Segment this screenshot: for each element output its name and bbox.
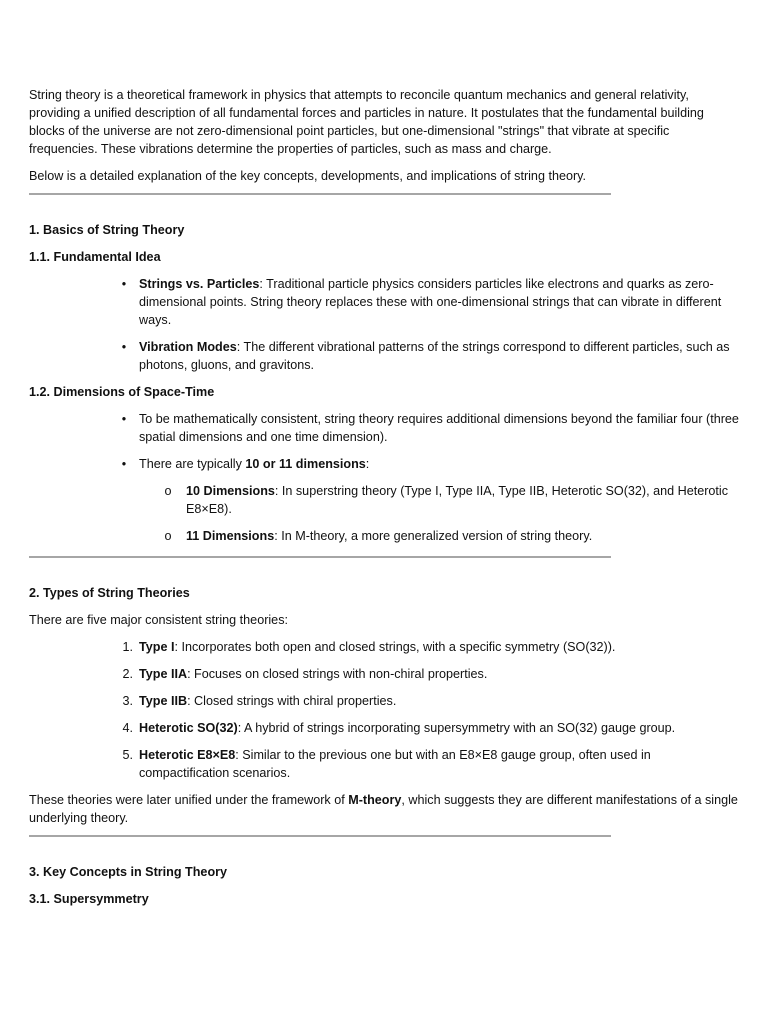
list-item-text: : Closed strings with chiral properties. [187, 694, 397, 708]
document-body [29, 86, 741, 917]
bullet-marker: • [121, 277, 127, 291]
list-item-term: Type IIA [139, 667, 188, 681]
list-item-term: Strings vs. Particles [139, 277, 260, 291]
list-item-text-prefix: There are typically [139, 457, 246, 471]
dimensions-list [29, 410, 741, 545]
outro-text-suffix: , which suggests they are different manifestations of a single underlying theory. [29, 793, 738, 825]
outro-text-prefix: These theories were later unified under the framework of [29, 793, 349, 807]
horizontal-rule [29, 835, 611, 837]
subsection-1-2-heading: 1.2. Dimensions of Space-Time [29, 385, 215, 399]
fundamental-idea-list [29, 275, 741, 374]
nested-list-item [164, 482, 741, 518]
list-item [121, 410, 741, 446]
outro-term: M-theory [348, 793, 402, 807]
list-item-term: Type IIB [139, 694, 188, 708]
list-item-text: : A hybrid of strings incorporating supersymmetry with an SO(32) gauge group. [237, 721, 676, 735]
list-item [121, 338, 741, 374]
numbered-list-item [122, 638, 741, 656]
nested-item-term: 11 Dimensions [186, 529, 275, 543]
list-number: 3. [122, 694, 133, 708]
horizontal-rule [29, 556, 611, 558]
nested-item-text: : In superstring theory (Type I, Type IIA, Type IIB, Heterotic SO(32), and Heterotic E8×E8). [186, 484, 729, 516]
numbered-list-item [122, 746, 741, 782]
list-item-text-suffix: : [365, 457, 370, 471]
list-item [121, 275, 741, 329]
subsection-3-1-heading: 3.1. Supersymmetry [29, 892, 149, 906]
section-2-heading: 2. Types of String Theories [29, 586, 190, 600]
list-item-term: Heterotic SO(32) [139, 721, 238, 735]
bullet-marker: • [121, 340, 127, 354]
section-2-outro [29, 791, 741, 827]
section-3-heading: 3. Key Concepts in String Theory [29, 865, 228, 879]
nested-list-item [164, 527, 741, 545]
list-item-term: Heterotic E8×E8 [139, 748, 236, 762]
list-item-text: : Traditional particle physics considers particles like electrons and quarks as zero-dimensional points. String theory replaces these with one-dimensional strings that can vibrate in different ways. [139, 277, 722, 327]
list-item-text: : Incorporates both open and closed strings, with a specific symmetry (SO(32)). [174, 640, 616, 654]
list-number: 2. [122, 667, 133, 681]
list-number: 5. [122, 748, 133, 762]
section-1-heading: 1. Basics of String Theory [29, 223, 185, 237]
numbered-list-item [122, 692, 741, 710]
subsection-1-1-heading: 1.1. Fundamental Idea [29, 250, 161, 264]
list-number: 4. [122, 721, 133, 735]
bullet-marker: • [121, 412, 127, 426]
list-item-text: : The different vibrational patterns of the strings correspond to different particles, such as photons, gluons, and gravitons. [139, 340, 730, 372]
nested-item-text: : In M-theory, a more generalized version of string theory. [274, 529, 593, 543]
list-item-text: : Focuses on closed strings with non-chiral properties. [187, 667, 488, 681]
section-2-intro: There are five major consistent string theories: [29, 613, 288, 627]
list-item-text: : Similar to the previous one but with an E8×E8 gauge group, often used in compactification scenarios. [139, 748, 651, 780]
intro-paragraph: String theory is a theoretical framework in physics that attempts to reconcile quantum mechanics and general relativity, providing a unified description of all fundamental forces and particles in nature. It postulates that the fundamental building blocks of the universe are not zero-dimensional point particles, but one-dimensional "strings" that vibrate at specific frequencies. These vibrations determine the properties of particles, such as mass and charge. [29, 88, 704, 156]
intro-paragraph-2: Below is a detailed explanation of the key concepts, developments, and implications of string theory. [29, 169, 587, 183]
list-number: 1. [122, 640, 133, 654]
list-item-term: Type I [139, 640, 175, 654]
list-item-term: Vibration Modes [139, 340, 237, 354]
string-theories-list [29, 638, 741, 782]
list-item-text: To be mathematically consistent, string theory requires additional dimensions beyond the familiar four (three spatial dimensions and one time dimension). [139, 412, 739, 444]
sub-bullet-marker: o [164, 529, 172, 543]
list-item-term: 10 or 11 dimensions [245, 457, 366, 471]
horizontal-rule [29, 193, 611, 195]
nested-item-term: 10 Dimensions [186, 484, 275, 498]
numbered-list-item [122, 719, 741, 737]
numbered-list-item [122, 665, 741, 683]
sub-bullet-marker: o [164, 484, 172, 498]
bullet-marker: • [121, 457, 127, 471]
list-item [121, 455, 741, 545]
nested-dimensions-list [139, 482, 741, 545]
